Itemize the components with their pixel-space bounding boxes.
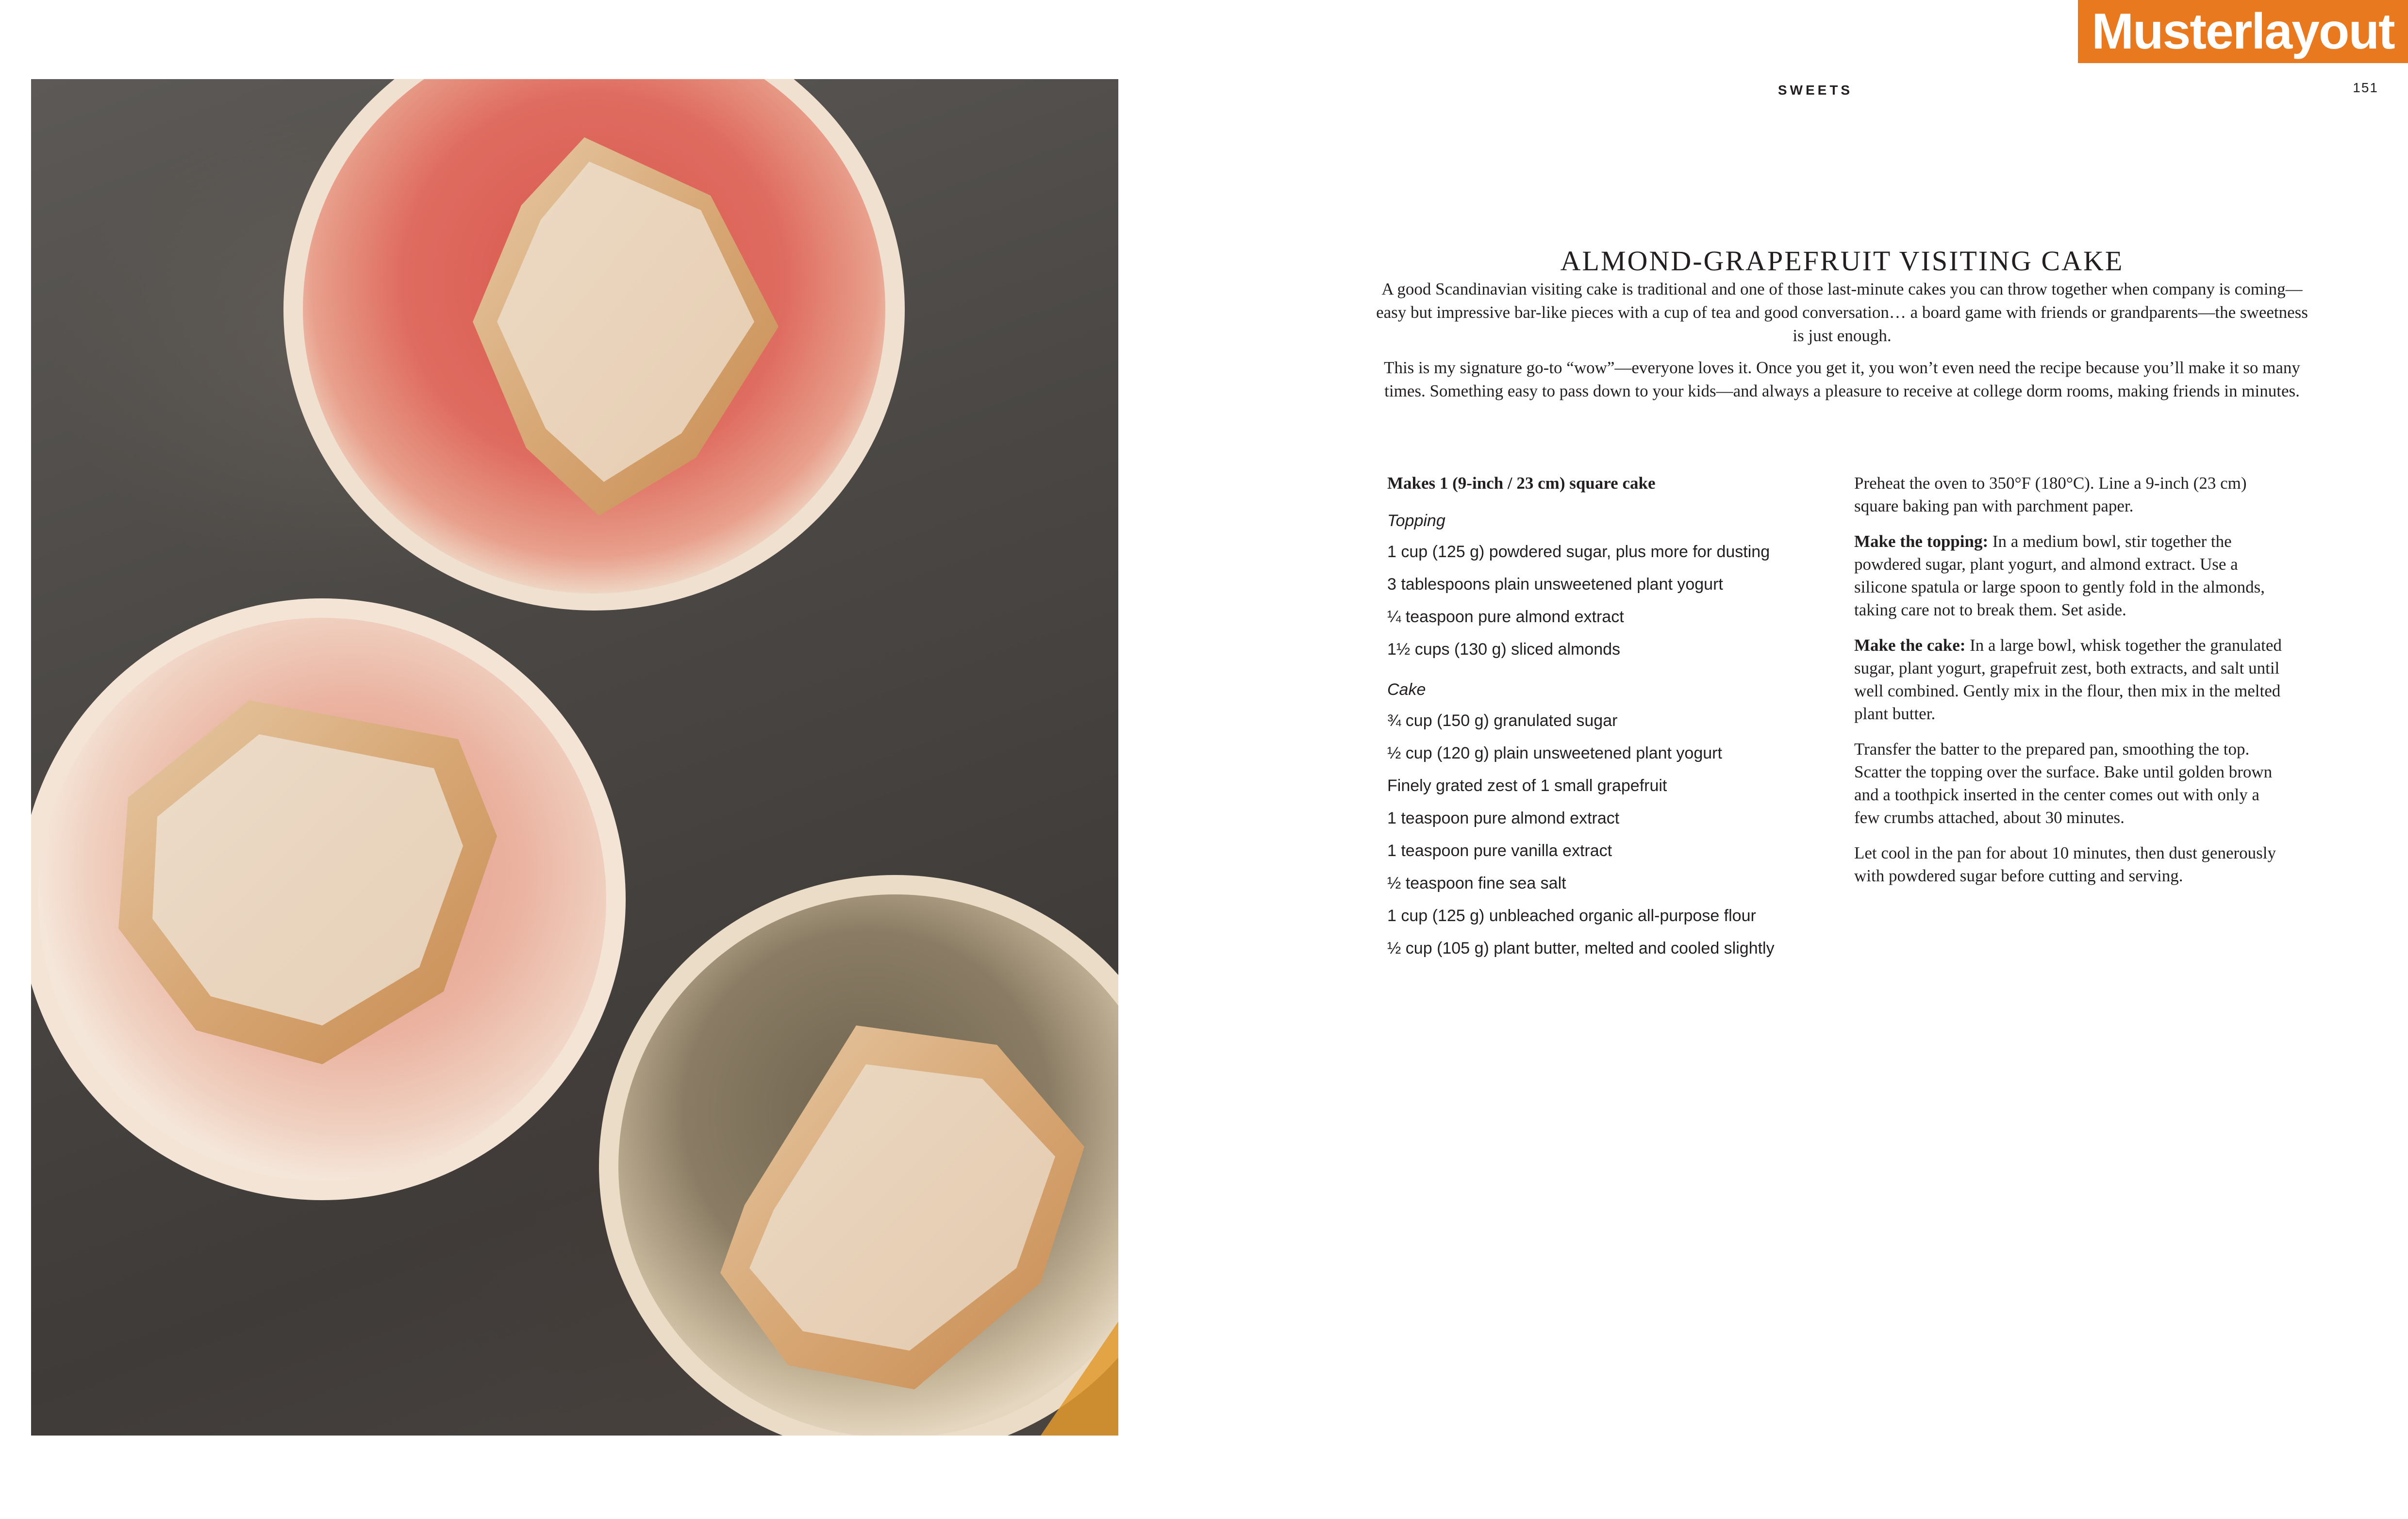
method-step: Transfer the batter to the prepared pan, smoothing the top. Scatter the topping over the surface. Bake until golden brown and a toothpick inserted in the center comes out with only a few crumbs attached, about 30 minutes. xyxy=(1854,740,2273,827)
method-step xyxy=(1854,530,2286,621)
step-text: In a medium bowl, stir together the powdered sugar, plant yogurt, and almond extract. Use a silicone spatula or large spoon to gently fold in the almonds, taking care not to break them. Set aside. xyxy=(1854,532,2265,619)
ingredient-item: 1 teaspoon pure vanilla extract xyxy=(1387,842,1612,860)
section-header: SWEETS xyxy=(1777,83,1853,98)
ingredient-item: 1 cup (125 g) powdered sugar, plus more for dusting xyxy=(1387,543,1770,561)
page-number: 151 xyxy=(2353,80,2378,95)
ingredient-item: ½ cup (120 g) plain unsweetened plant yogurt xyxy=(1387,744,1722,762)
cake-heading: Cake xyxy=(1387,680,1426,699)
intro-paragraph: A good Scandinavian visiting cake is traditional and one of those last-minute cakes you can throw together when company is coming—easy but impressive bar-like pieces with a cup of tea and good conversation… a board game with friends or grandparents—the sweetness is just enough. xyxy=(1376,280,2308,345)
ingredient-item: ¼ teaspoon pure almond extract xyxy=(1387,608,1624,626)
method-step xyxy=(1854,634,2286,725)
recipe-yield: Makes 1 (9-inch / 23 cm) square cake xyxy=(1387,474,1656,493)
ingredient-item: ¾ cup (150 g) granulated sugar xyxy=(1387,711,1618,730)
ingredients-column xyxy=(1387,472,1824,977)
ingredient-item: 1½ cups (130 g) sliced almonds xyxy=(1387,640,1621,659)
method-column xyxy=(1854,472,2286,900)
layout-badge: Musterlayout xyxy=(2078,0,2408,63)
step-lead: Make the topping: xyxy=(1854,532,1989,551)
ingredient-item: 1 cup (125 g) unbleached organic all-purpose flour xyxy=(1387,907,1756,925)
method-step: Preheat the oven to 350°F (180°C). Line a 9-inch (23 cm) square baking pan with parchment paper. xyxy=(1854,474,2247,515)
method-step: Let cool in the pan for about 10 minutes, then dust generously with powdered sugar before cutting and serving. xyxy=(1854,843,2276,885)
ingredient-item: Finely grated zest of 1 small grapefruit xyxy=(1387,776,1667,795)
cake-list xyxy=(1387,710,1824,960)
ingredient-item: 1 teaspoon pure almond extract xyxy=(1387,809,1620,827)
food-photo xyxy=(31,79,1118,1436)
ingredient-item: 3 tablespoons plain unsweetened plant yogurt xyxy=(1387,575,1723,594)
ingredient-item: ½ teaspoon fine sea salt xyxy=(1387,874,1566,892)
step-lead: Make the cake: xyxy=(1854,636,1966,655)
step-text: In a large bowl, whisk together the granulated sugar, plant yogurt, grapefruit zest, both extracts, and salt until well combined. Gently mix in the flour, then mix in the melted plant butter. xyxy=(1854,636,2282,723)
topping-list xyxy=(1387,541,1824,661)
recipe-intro xyxy=(1369,278,2315,412)
cake-plates-illustration xyxy=(31,79,1118,1436)
recipe-title: ALMOND-GRAPEFRUIT VISITING CAKE xyxy=(1560,245,2124,277)
topping-heading: Topping xyxy=(1387,512,1445,530)
ingredient-item: ½ cup (105 g) plant butter, melted and cooled slightly xyxy=(1387,939,1775,958)
intro-paragraph: This is my signature go-to “wow”—everyone loves it. Once you get it, you won’t even need the recipe because you’ll make it so many times. Something easy to pass down to your kids—and always a pleasure to receive at college dorm rooms, making friends in minutes. xyxy=(1384,358,2300,400)
